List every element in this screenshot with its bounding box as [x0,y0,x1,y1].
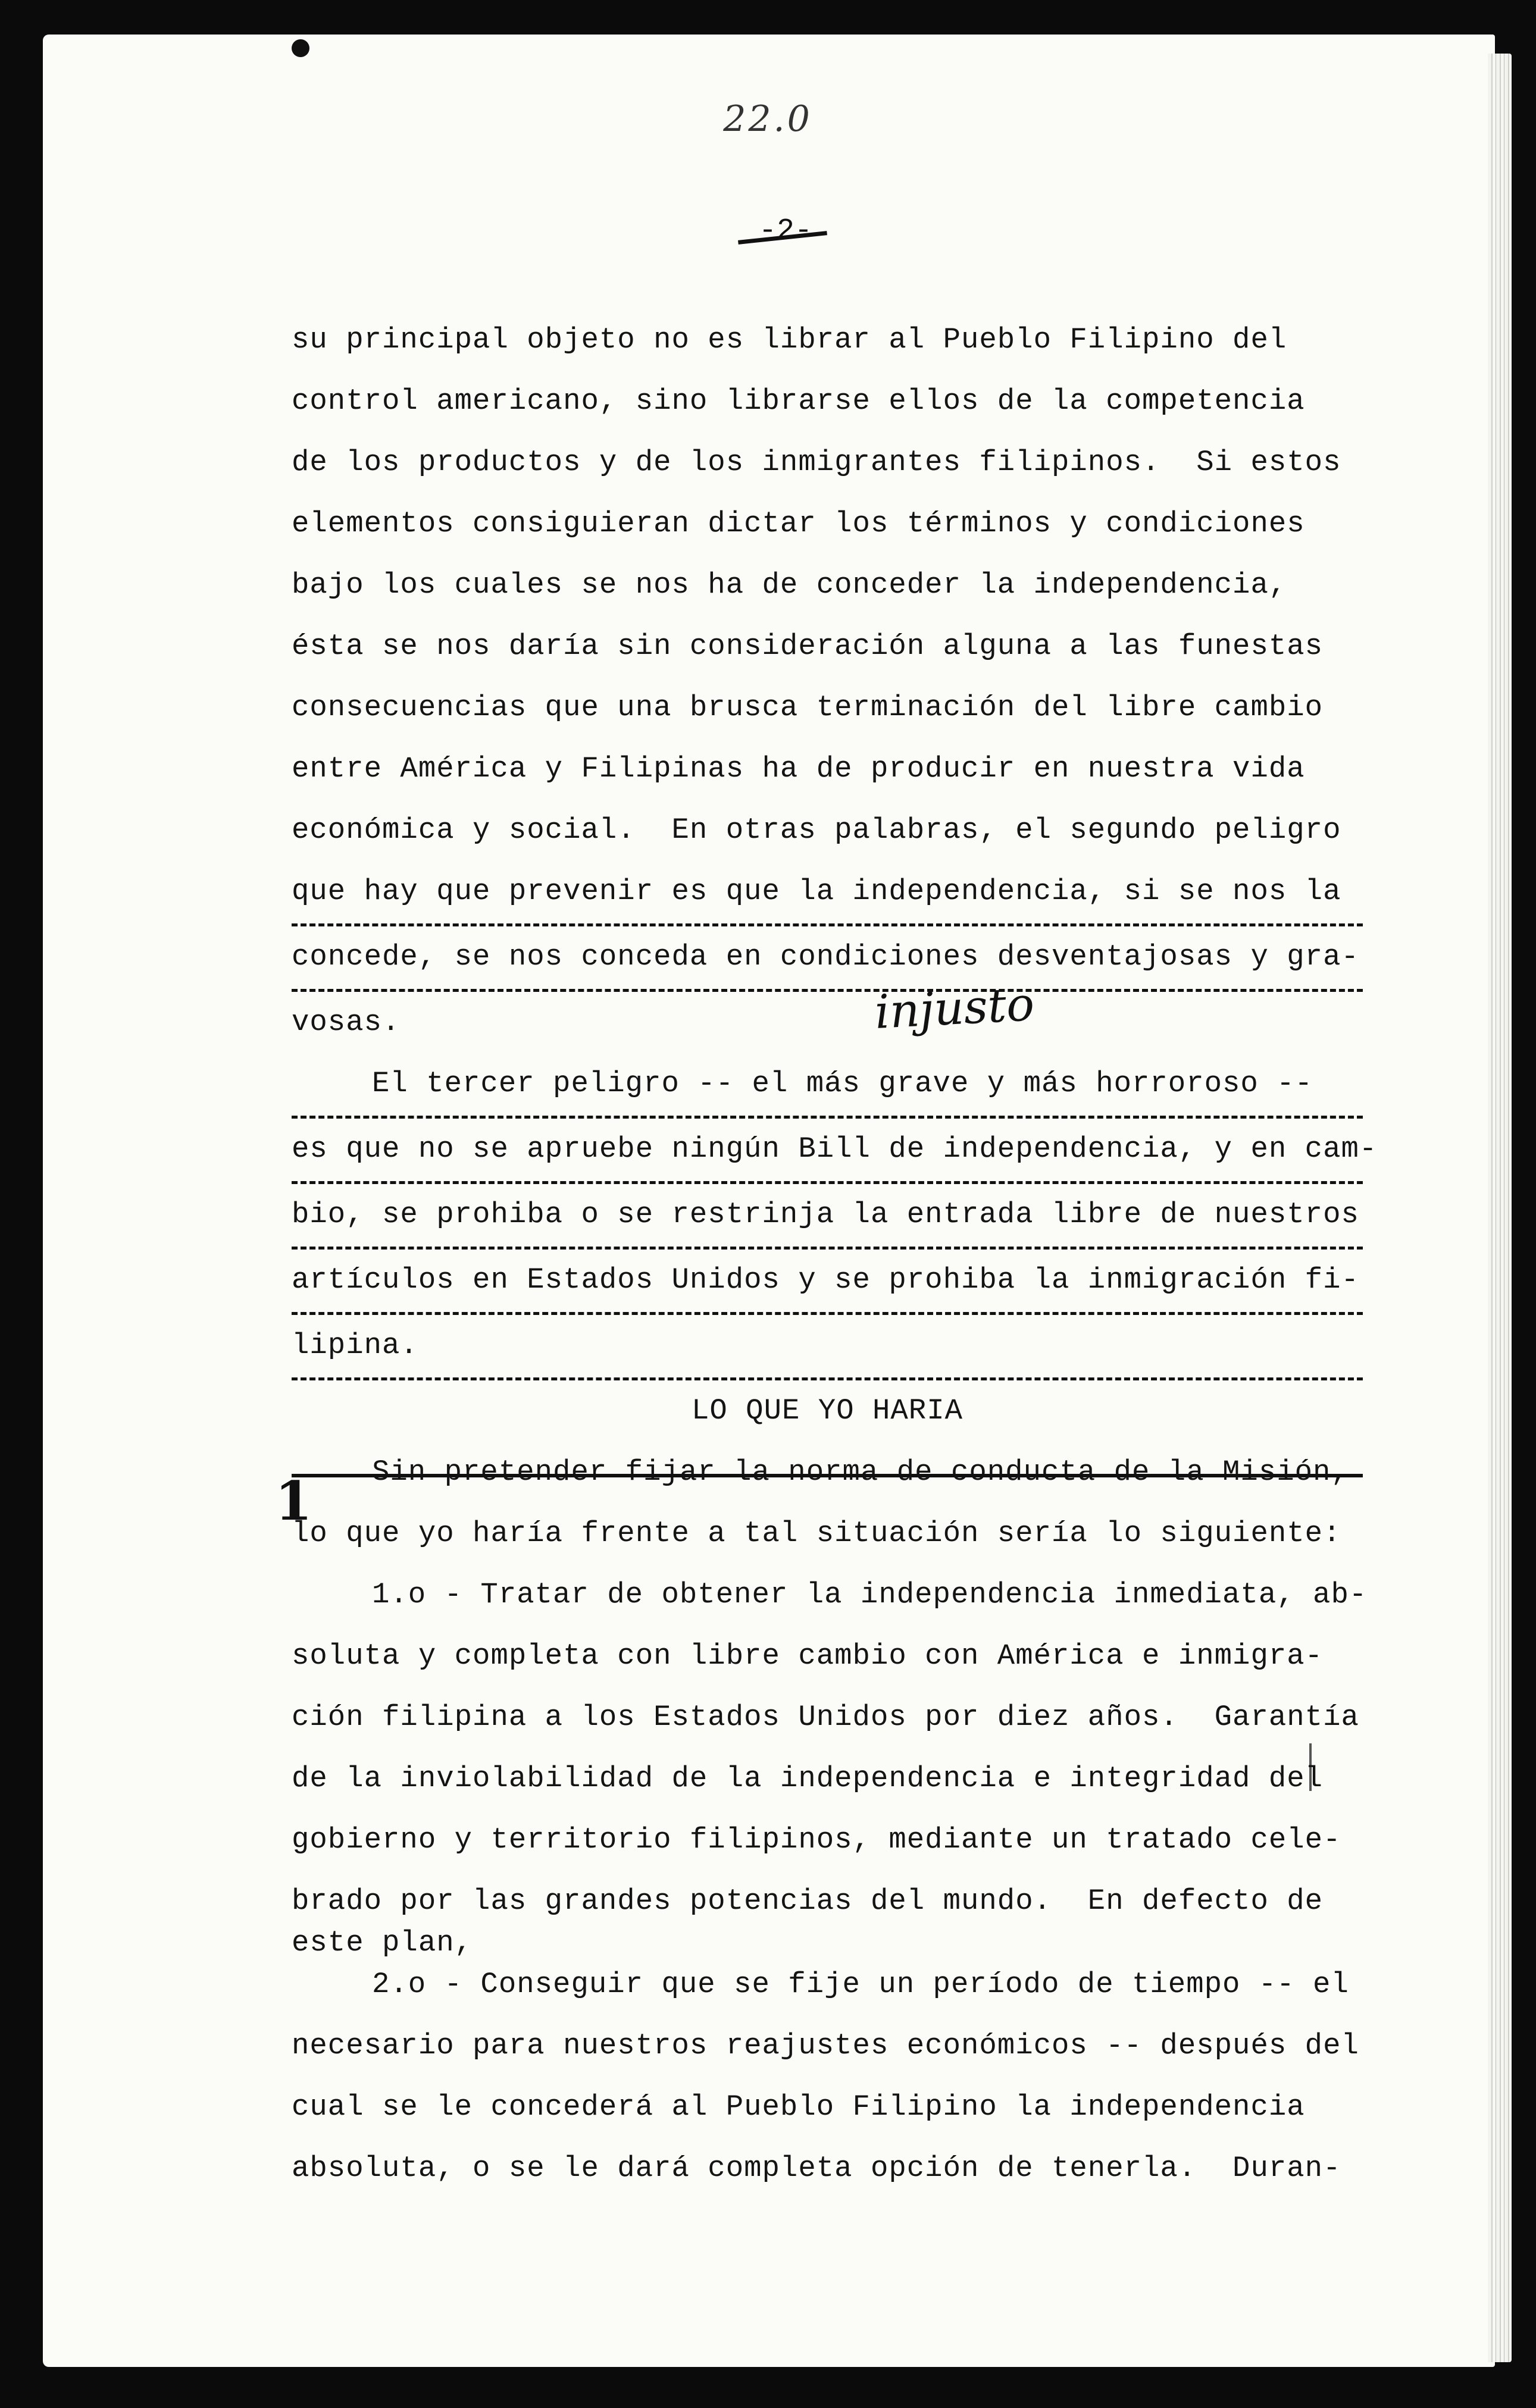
struck-text-line: Sin pretender fijar la norma de conducta de la Misión, [292,1442,1363,1503]
page-number: -2- [732,214,839,248]
page-stack-edge [1488,54,1512,2362]
text-line: vosas. [292,1006,401,1039]
list-item-line: ción filipina a los Estados Unidos por diez años. Garantía [292,1701,1359,1734]
list-item-line: 1.o - Tratar de obtener la independencia inmediata, ab- [372,1578,1368,1611]
list-item-line: 2.o - Conseguir que se fije un período de tiempo -- el [372,1968,1349,2001]
handwritten-folio-number: 22.0 [723,98,812,140]
list-item-line: soluta y completa con libre cambio con América e inmigra- [292,1639,1324,1673]
underlined-text-line: que hay que prevenir es que la independencia, si se nos la [292,861,1363,926]
underlined-text-line: es que no se apruebe ningún Bill de independencia, y en cam- [292,1119,1363,1184]
typed-text-body [292,309,1378,2199]
underlined-text-line: bio, se prohiba o se restrinja la entrada libre de nuestros [292,1184,1363,1250]
text-line: ésta se nos daría sin consideración alguna a las funestas [292,630,1324,663]
text-line: su principal objeto no es librar al Pueblo Filipino del [292,323,1287,356]
handwritten-insertion: injusto [873,978,1036,1039]
margin-mark: 1 [275,1470,312,1533]
underlined-text-line: concede, se nos conceda en condiciones desventajosas y gra- [292,926,1363,992]
text-line: control americano, sino librarse ellos de la competencia [292,384,1305,418]
text-line: consecuencias que una brusca terminación del libre cambio [292,691,1324,724]
list-item-line: brado por las grandes potencias del mundo. En defecto de [292,1884,1324,1918]
binder-hole [292,39,309,57]
text-line: lo que yo haría frente a tal situación sería lo siguiente: [292,1517,1341,1550]
underlined-text-line: artículos en Estados Unidos y se prohiba la inmigración fi- [292,1250,1363,1315]
text-line: económica y social. En otras palabras, el segundo peligro [292,813,1341,847]
text-line: bajo los cuales se nos ha de conceder la independencia, [292,568,1287,602]
list-item-line: de la inviolabilidad de la independencia e integridad del [292,1762,1324,1795]
list-item-line: necesario para nuestros reajustes económicos -- después del [292,2029,1359,2062]
list-item-line: cual se le concederá al Pueblo Filipino la independencia [292,2090,1305,2124]
underlined-text-line: lipina. [292,1315,1363,1380]
list-item-line: absoluta, o se le dará completa opción de tenerla. Duran- [292,2152,1341,2185]
list-item-line: gobierno y territorio filipinos, mediante un tratado cele- [292,1823,1341,1856]
text-line: de los productos y de los inmigrantes filipinos. Si estos [292,446,1341,479]
underlined-text-line: El tercer peligro -- el más grave y más horroroso -- [292,1053,1363,1119]
section-heading: LO QUE YO HARIA [691,1394,963,1427]
text-line: entre América y Filipinas ha de producir en nuestra vida [292,752,1305,785]
text-line: elementos consiguieran dictar los términos y condiciones [292,507,1305,540]
list-item-line: este plan, [292,1926,473,1959]
